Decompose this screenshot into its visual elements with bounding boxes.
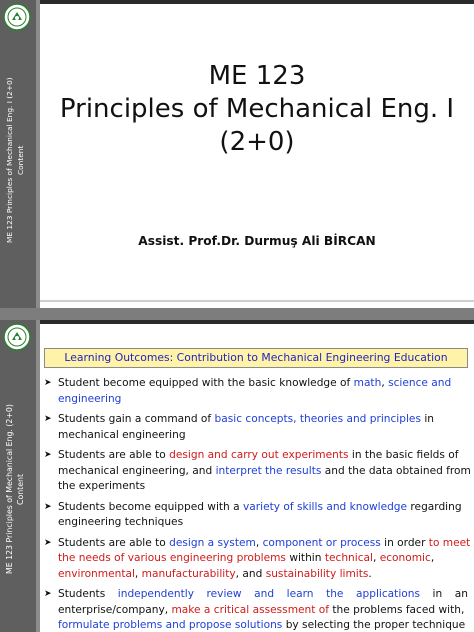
arrow-bullet-icon: ➤: [44, 378, 52, 388]
highlight-blue: design a system: [169, 536, 256, 549]
list-item: [44, 500, 468, 531]
list-item: [44, 536, 471, 583]
text-run: ,: [134, 567, 142, 580]
highlight-blue: basic concepts, theories and principles: [214, 413, 421, 425]
list-item: [44, 376, 468, 407]
text-run: Students are able to: [58, 536, 170, 549]
highlight-blue: independently: [117, 588, 194, 600]
text-run: ,: [381, 377, 389, 389]
sidebar-course-text: [4, 60, 36, 260]
text-run: ,: [430, 552, 435, 564]
highlight-blue: engineering: [58, 392, 122, 405]
highlight-red: sustainability limits: [265, 567, 369, 580]
list-item: [44, 412, 468, 443]
title-line: Principles of Mechanical Eng. I: [59, 94, 455, 124]
learning-outcomes-slide: [0, 320, 474, 632]
top-rule: [40, 320, 474, 324]
text-run: engineering techniques: [58, 516, 184, 528]
highlight-red: environmental: [58, 567, 135, 580]
highlight-blue: and: [254, 588, 275, 600]
university-seal-icon: [3, 3, 31, 31]
sidebar-line: Content: [16, 145, 25, 175]
text-run: in order: [380, 536, 429, 549]
top-rule: [40, 0, 474, 4]
sidebar-line: ME 123 Principles of Mechanical Eng. I (2+0): [5, 77, 14, 243]
arrow-bullet-icon: ➤: [44, 450, 52, 460]
justified-line: [58, 587, 468, 603]
slide-sidebar: [0, 0, 40, 308]
text-run: ,: [372, 552, 380, 564]
text-run: by selecting the proper technique: [282, 619, 466, 631]
highlight-blue: math: [353, 377, 382, 389]
bottom-rule: [40, 300, 474, 302]
highlight-red: economic: [379, 552, 431, 564]
highlight-red: to meet: [428, 536, 471, 549]
slide-separator: [0, 308, 474, 320]
highlight-blue: the: [326, 588, 344, 600]
slide-sidebar: [0, 320, 40, 632]
text-run: in the basic fields of: [348, 449, 459, 461]
highlight-red: design and carry out experiments: [169, 449, 349, 461]
text-run: the experiments: [58, 480, 146, 492]
highlight-blue: formulate problems and propose solutions: [58, 619, 283, 631]
text-run: Students are able to: [58, 449, 170, 461]
highlight-blue: review: [206, 588, 242, 600]
highlight-blue: applications: [356, 588, 420, 600]
text-run: within: [285, 552, 325, 564]
text-run: .: [368, 567, 372, 580]
university-seal-icon: [3, 323, 31, 351]
sidebar-edge: [36, 320, 40, 632]
page-title: [40, 60, 474, 159]
text-run: in: [432, 588, 443, 600]
text-run: and the data obtained from: [321, 464, 471, 477]
title-line: (2+0): [219, 127, 295, 157]
text-run: enterprise/company,: [58, 603, 172, 616]
text-run: the problems faced with,: [328, 603, 465, 616]
highlight-blue: interpret the results: [215, 464, 322, 477]
text-run: Students become equipped with a: [58, 500, 244, 513]
text-run: Students gain a command of: [58, 413, 215, 425]
highlight-red: the needs of various engineering problems: [58, 552, 286, 564]
sidebar-line: Content: [16, 473, 25, 505]
highlight-blue: learn: [286, 588, 314, 600]
outcome-list: [44, 376, 471, 632]
highlight-red: manufacturability: [141, 567, 236, 580]
highlight-blue: component or process: [262, 536, 381, 549]
arrow-bullet-icon: ➤: [44, 501, 52, 512]
text-run: an: [454, 588, 468, 600]
arrow-bullet-icon: ➤: [44, 589, 52, 599]
text-run: in: [420, 413, 434, 425]
highlight-blue: science and: [388, 377, 452, 389]
text-run: Student become equipped with the basic knowledge of: [58, 377, 354, 389]
list-item: [44, 587, 468, 632]
sidebar-course-text: [4, 358, 36, 620]
author-name: Assist. Prof.Dr. Durmuş Ali BİRCAN: [138, 234, 376, 248]
title-slide: [0, 0, 474, 308]
section-header: Learning Outcomes: Contribution to Mechanical Engineering Education: [44, 348, 468, 368]
highlight-red: make a critical assessment of: [171, 603, 329, 616]
text-run: mechanical engineering: [58, 428, 186, 441]
sidebar-line: ME 123 Principles of Mechanical Eng. (2+0): [5, 404, 14, 574]
title-line: ME 123: [208, 61, 306, 91]
text-run: , and: [235, 567, 266, 580]
text-run: ,: [255, 536, 263, 549]
arrow-bullet-icon: ➤: [44, 414, 52, 424]
text-run: regarding: [407, 500, 462, 513]
highlight-red: technical: [324, 552, 373, 564]
text-run: Students: [58, 588, 106, 600]
arrow-bullet-icon: ➤: [44, 537, 52, 548]
list-item: [44, 448, 471, 495]
highlight-blue: variety of skills and knowledge: [243, 500, 408, 513]
text-run: mechanical engineering, and: [58, 464, 216, 477]
